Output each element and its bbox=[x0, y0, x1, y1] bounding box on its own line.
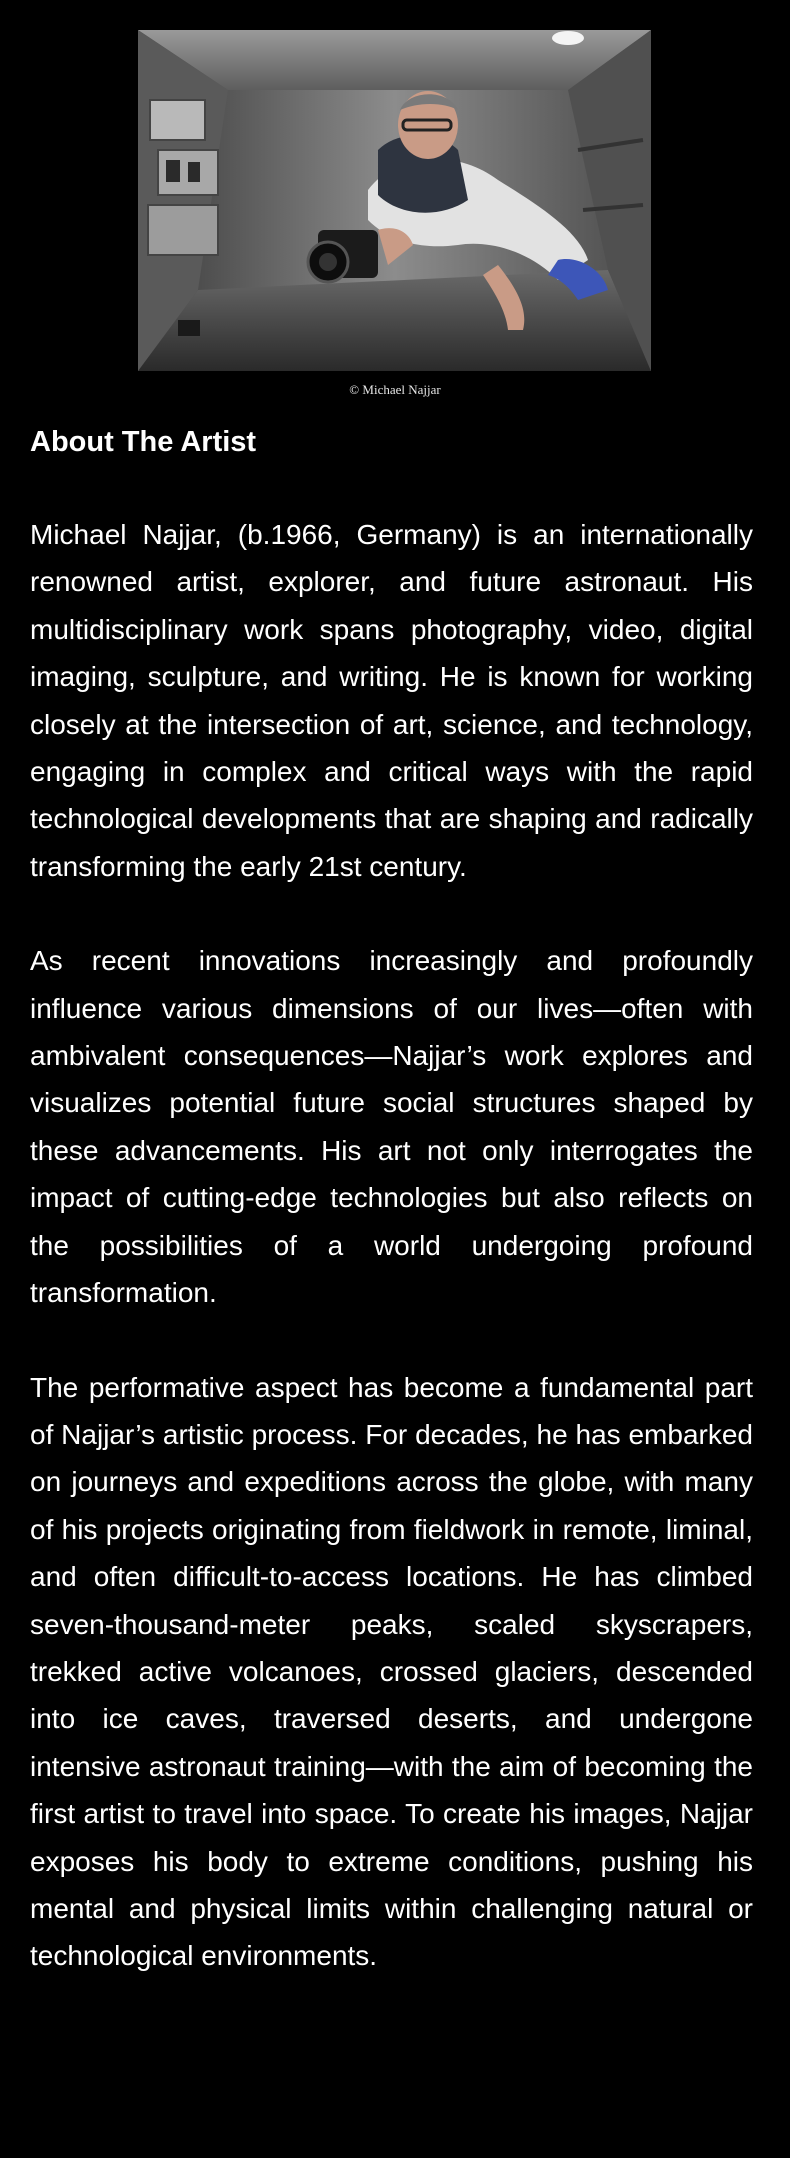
astronaut-photo-icon bbox=[138, 30, 651, 371]
artist-photo bbox=[138, 30, 651, 371]
paragraph-performative: The performative aspect has become a fundamental part of Najjar’s artistic process. For decades, he has embarked on journeys and expeditions across the globe, with many of his projects originating from fieldwork in remote, liminal, and often difficult-to-access locations. He has climbed seven-thousand-meter peaks, scaled skyscrapers, trekked active volcanoes, crossed glaciers, descended into ice caves, traversed deserts, and undergone intensive astronaut training—with the aim of becoming the first artist to travel into space. To create his images, Najjar exposes his body to extreme conditions, pushing his mental and physical limits within challenging natural or technological environments. bbox=[30, 1371, 753, 1972]
paragraph-innovations: As recent innovations increasingly and profoundly influence various dimensions of our lives—often with ambivalent consequences—Najjar’s work explores and visualizes potential future social structures shaped by these advancements. His art not only interrogates the impact of cutting-edge technologies but also reflects on the possibilities of a world undergoing profound transformation. bbox=[30, 945, 753, 1309]
about-body bbox=[30, 511, 753, 2027]
paragraph-intro: Michael Najjar, (b.1966, Germany) is an internationally renowned artist, explorer, and future astronaut. His multidisciplinary work spans photography, video, digital imaging, sculpture, and writing. He is known for working closely at the intersection of art, science, and technology, engaging in complex and critical ways with the rapid technological developments that are shaping and radically transforming the early 21st century. bbox=[30, 519, 753, 882]
photo-caption: © Michael Najjar bbox=[349, 382, 441, 397]
page-title: About The Artist bbox=[30, 426, 257, 458]
